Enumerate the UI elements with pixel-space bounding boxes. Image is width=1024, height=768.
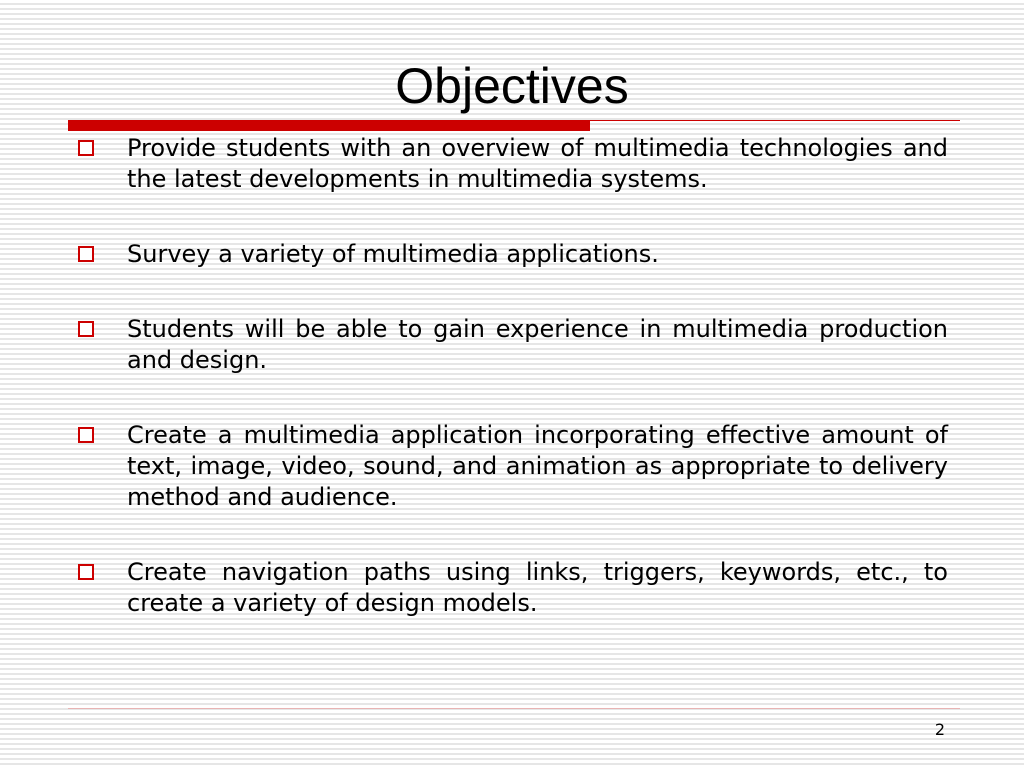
title-underline-thin — [590, 120, 960, 121]
slide-title: Objectives — [395, 58, 629, 114]
list-item — [76, 420, 948, 513]
bullet-text: Provide students with an overview of multimedia technologies and the latest developments in multimedia systems. — [127, 134, 948, 193]
bullet-text: Students will be able to gain experience in multimedia production and design. — [127, 315, 948, 374]
list-item — [76, 314, 948, 376]
bullet-text: Create navigation paths using links, triggers, keywords, etc., to create a variety of design models. — [127, 558, 948, 617]
hollow-square-bullet-icon — [78, 564, 94, 580]
hollow-square-bullet-icon — [78, 427, 94, 443]
bullet-text: Create a multimedia application incorporating effective amount of text, image, video, sound, and animation as appropriate to delivery method and audience. — [127, 421, 948, 511]
hollow-square-bullet-icon — [78, 321, 94, 337]
list-item — [76, 239, 948, 270]
objectives-list — [76, 133, 948, 663]
title-underline-bar — [68, 120, 590, 131]
hollow-square-bullet-icon — [78, 246, 94, 262]
hollow-square-bullet-icon — [78, 140, 94, 156]
list-item — [76, 557, 948, 619]
page-number: 2 — [934, 720, 946, 739]
footer-divider — [68, 708, 960, 709]
bullet-text: Survey a variety of multimedia applications. — [127, 240, 659, 268]
list-item — [76, 133, 948, 195]
